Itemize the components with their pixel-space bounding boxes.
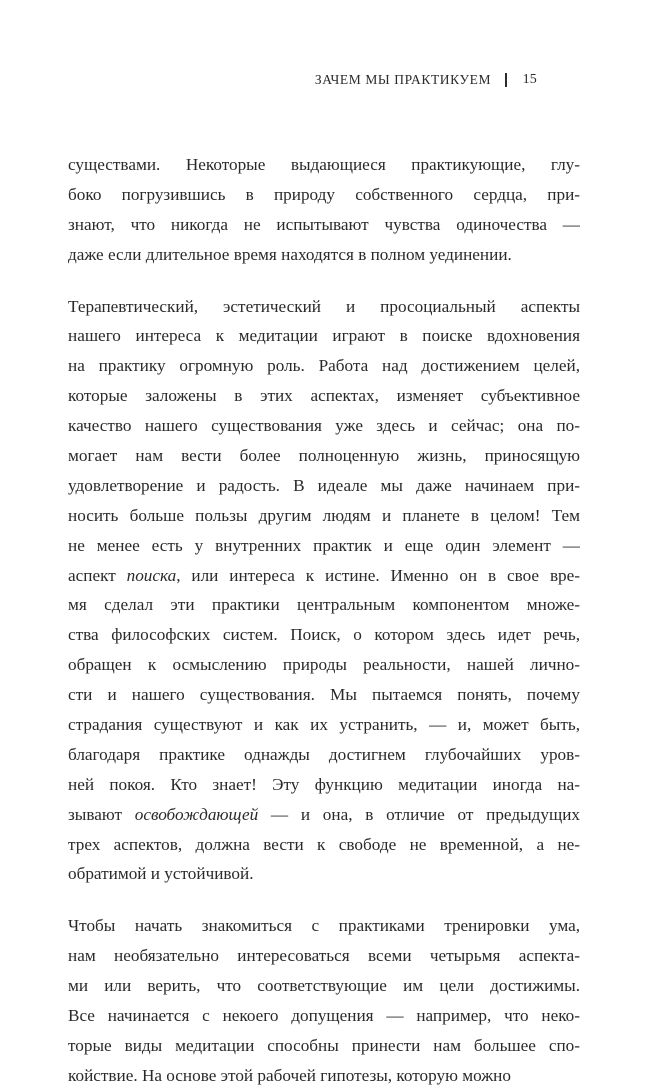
text-line	[68, 180, 580, 210]
text-line	[68, 351, 580, 381]
text-run: благодаря практике однажды достигнем глубочайших уров-	[68, 744, 580, 764]
text-run: могает нам вести более полноценную жизнь, приносящую	[68, 446, 580, 466]
text-run: зывают	[68, 804, 135, 824]
text-line	[68, 210, 580, 240]
text-run: носить больше пользы другим людям и планете в целом! Тем	[68, 505, 580, 525]
text-line	[68, 150, 580, 180]
text-run: обращен к осмыслению природы реальности, нашей лично-	[68, 655, 580, 675]
text-run: обратимой и устойчивой.	[68, 864, 254, 884]
text-line	[68, 740, 580, 770]
text-run: Все начинается с некоего допущения — например, что неко-	[68, 1006, 580, 1026]
text-run: — и она, в отличие от предыдущих	[258, 804, 580, 824]
text-run: сти и нашего существования. Мы пытаемся понять, почему	[68, 685, 580, 705]
text-line	[68, 800, 580, 830]
text-line	[68, 292, 580, 322]
text-line	[68, 381, 580, 411]
paragraph	[68, 292, 580, 890]
text-run: мя сделал эти практики центральным компонентом множе-	[68, 595, 580, 615]
text-run: ства философских систем. Поиск, о котором здесь идет речь,	[68, 625, 580, 645]
text-run: не менее есть у внутренних практик и еще один элемент —	[68, 535, 580, 555]
text-run: боко погрузившись в природу собственного сердца, при-	[68, 184, 580, 204]
text-line	[68, 471, 580, 501]
text-line	[68, 240, 580, 270]
text-run: нам необязательно интересоваться всеми четырьмя аспекта-	[68, 946, 580, 966]
text-run: Чтобы начать знакомиться с практиками тренировки ума,	[68, 916, 580, 936]
page-number: 15	[522, 72, 537, 87]
italic-term: поиска	[126, 565, 177, 585]
text-line	[68, 710, 580, 740]
text-run: торые виды медитации способны принести нам большее спо-	[68, 1035, 580, 1055]
text-run: которые заложены в этих аспектах, изменяет субъективное	[68, 386, 580, 406]
text-line	[68, 620, 580, 650]
text-run: нашего интереса к медитации играют в поиске вдохновения	[68, 326, 580, 346]
text-line	[68, 859, 580, 889]
paragraph	[68, 911, 580, 1090]
text-line	[68, 590, 580, 620]
header-separator	[505, 73, 507, 87]
text-line	[68, 770, 580, 800]
text-run: трех аспектов, должна вести к свободе не временной, а не-	[68, 834, 580, 854]
text-line	[68, 941, 580, 971]
text-run: , или интереса к истине. Именно он в свое вре-	[176, 565, 580, 585]
page-body	[68, 150, 580, 1091]
text-run: на практику огромную роль. Работа над достижением целей,	[68, 356, 580, 376]
text-run: удовлетворение и радость. В идеале мы даже начинаем при-	[68, 475, 580, 495]
text-line	[68, 680, 580, 710]
text-line	[68, 971, 580, 1001]
paragraph	[68, 150, 580, 270]
text-line	[68, 411, 580, 441]
text-run: страдания существуют и как их устранить, — и, может быть,	[68, 715, 580, 735]
italic-term: освобождающей	[134, 804, 259, 824]
running-header	[315, 72, 537, 88]
text-line	[68, 441, 580, 471]
text-line	[68, 501, 580, 531]
text-line	[68, 1031, 580, 1061]
text-run: ми или верить, что соответствующие им цели достижимы.	[68, 976, 580, 996]
text-run: аспект	[68, 565, 127, 585]
running-title: ЗАЧЕМ МЫ ПРАКТИКУЕМ	[314, 72, 492, 87]
text-line	[68, 1061, 580, 1091]
text-line	[68, 830, 580, 860]
text-run: даже если длительное время находятся в полном уединении.	[68, 244, 512, 264]
text-line	[68, 1001, 580, 1031]
text-run: койствие. На основе этой рабочей гипотезы, которую можно	[68, 1065, 511, 1085]
text-line	[68, 561, 580, 591]
text-line	[68, 911, 580, 941]
text-run: существами. Некоторые выдающиеся практикующие, глу-	[68, 155, 580, 174]
text-run: ней покоя. Кто знает! Эту функцию медитации иногда на-	[68, 774, 580, 794]
text-line	[68, 650, 580, 680]
text-run: знают, что никогда не испытывают чувства одиночества —	[68, 214, 580, 234]
text-run: Терапевтический, эстетический и просоциальный аспекты	[68, 296, 580, 316]
text-line	[68, 531, 580, 561]
text-line	[68, 321, 580, 351]
text-run: качество нашего существования уже здесь и сейчас; она по-	[68, 416, 580, 436]
